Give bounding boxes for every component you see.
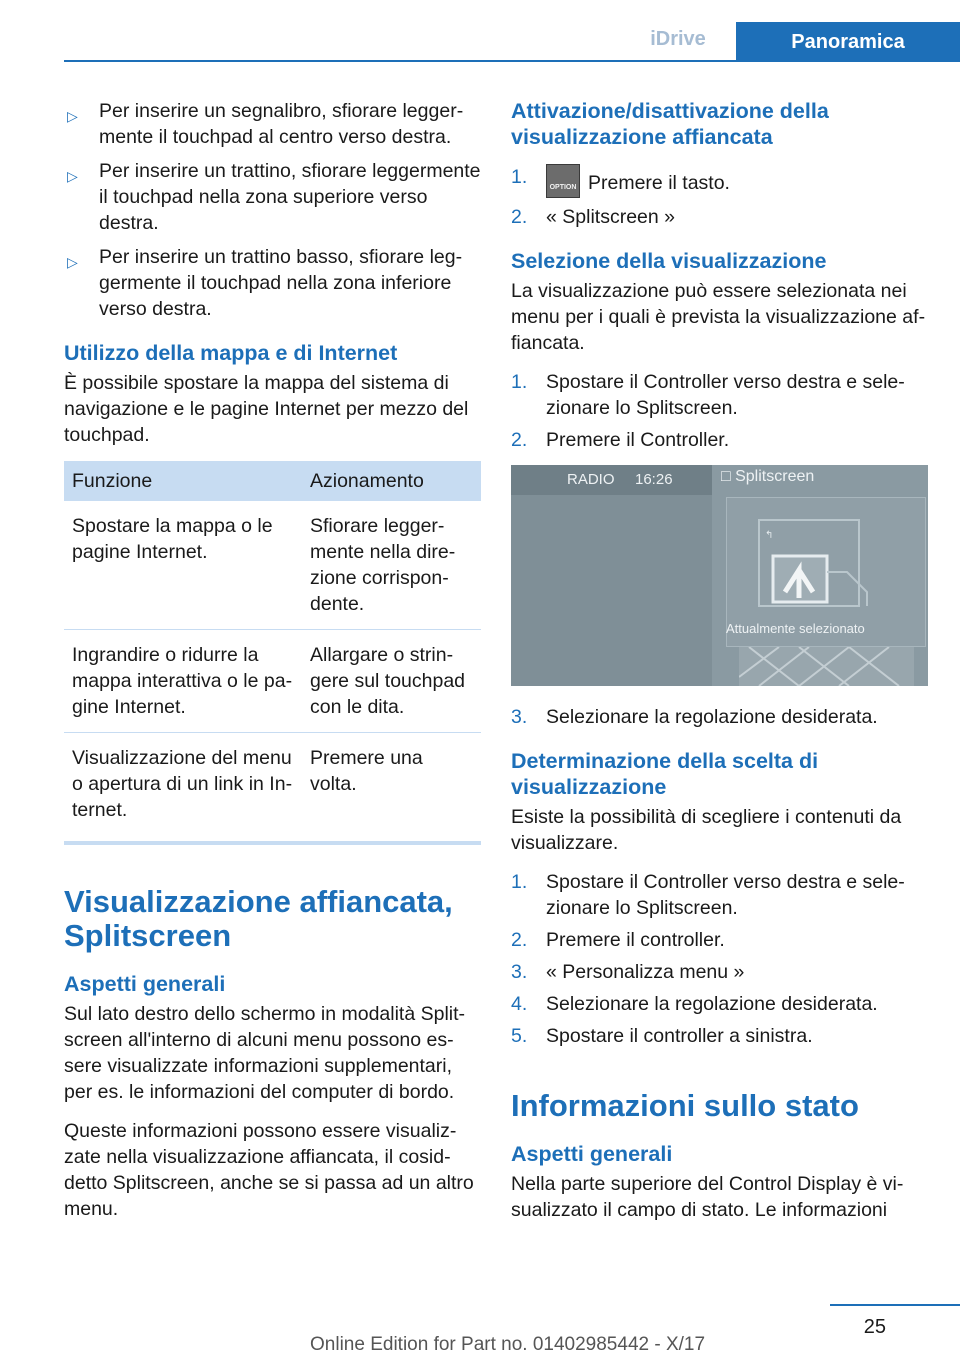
step-number: 2. [511,929,528,951]
general-paragraph: Queste informazioni possono essere visualizzate nella visualizzazione affiancata, il cosiddetto Splitscreen, anche se si passa ad un altro menu. [64,1120,474,1220]
splitscreen-heading: Visualizzazione affiancata, Splitscreen [64,884,453,953]
bullet-list [64,98,481,322]
triangle-bullet-icon: ▷ [67,168,78,184]
step-item [511,1023,928,1049]
general-paragraph: Sul lato destro dello schermo in modalità Splitscreen all'interno di alcuni menu possono essere visualizzate informazioni supplementari, per es. le informazioni del computer di bordo. [64,1003,466,1103]
step-item [511,959,928,985]
step-item [511,164,928,198]
triangle-bullet-icon: ▷ [67,108,78,124]
table-row [64,501,481,630]
bullet-item: ▷ Per inserire un segnalibro, sfiorare leggermente il touchpad al centro verso destra. [67,100,464,148]
display-splitscreen-title: □ Splitscreen [721,468,815,485]
step-text: « Splitscreen » [546,206,675,228]
function-table [64,461,481,845]
bullet-item: ▷ Per inserire un trattino basso, sfiorare leggermente il touchpad nella zona inferiore verso destra. [67,246,463,320]
status-heading: Informazioni sullo stato [511,1088,859,1123]
step-number: 3. [511,961,528,983]
triangle-bullet-icon: ▷ [67,254,78,270]
selection-text: La visualizzazione può essere selezionata nei menu per i quali è prevista la visualizzazione affiancata. [511,280,926,354]
display-left-pane [511,465,712,686]
table-cell: Ingrandire o ridurre la mappa interattiva o le pagine Internet. [64,630,302,733]
selection-steps-continued [511,704,928,730]
general-heading: Aspetti generali [64,972,226,996]
map-text: È possibile spostare la mappa del sistema di navigazione e le pagine Internet per mezzo del touchpad. [64,372,469,446]
step-text: Spostare il Controller verso destra e selezionare lo Splitscreen. [546,871,905,919]
step-text: Spostare il controller a sinistra. [546,1025,813,1047]
step-text: « Personalizza menu » [546,961,745,983]
map-pattern [739,647,914,686]
step-text: Premere il tasto. [588,172,730,194]
header-section-label: Panoramica [791,30,905,53]
table-header-cell: Azionamento [302,461,481,501]
step-number: 1. [511,166,528,188]
table-row [64,733,481,844]
step-item [511,869,928,921]
step-text: Selezionare la regolazione desiderata. [546,706,878,728]
splitscreen-display-image [511,465,928,686]
step-item [511,704,928,730]
left-column [64,98,481,1235]
status-text: Nella parte superiore del Control Display è visualizzato il campo di stato. Le informazioni [511,1173,904,1221]
table-cell: Premere una volta. [302,733,481,844]
header-chapter: iDrive [650,28,706,50]
choice-steps [511,869,928,1049]
table-header-row [64,461,481,501]
step-item [511,991,928,1017]
step-number: 2. [511,206,528,228]
table-cell: Spostare la mappa o le pagine Internet. [64,501,302,630]
map-heading: Utilizzo della mappa e di Internet [64,341,398,365]
footer-rule [830,1304,960,1306]
header-section-tab [736,22,960,62]
svg-text:↰: ↰ [765,530,774,541]
table-header-cell: Funzione [64,461,302,501]
choice-text: Esiste la possibilità di scegliere i contenuti da visualizzare. [511,806,902,854]
header-rule [64,60,960,62]
display-radio-label: RADIO [567,471,615,488]
step-number: 3. [511,706,528,728]
page-number: 25 [863,1316,886,1338]
table-cell: Allargare o stringere sul touchpad con le dita. [302,630,481,733]
step-item [511,204,928,230]
table-cell: Visualizzazione del menu o apertura di un link in Internet. [64,733,302,844]
table-row [64,630,481,733]
step-text: Selezionare la regolazione desiderata. [546,993,878,1015]
option-button-icon [546,164,580,198]
step-item [511,369,928,421]
display-caption: Attualmente selezionato [726,621,865,636]
display-map-strip [739,647,914,686]
option-button-label: OPTION [549,184,577,191]
step-item [511,927,928,953]
status-subheading: Aspetti generali [511,1142,673,1166]
step-number: 1. [511,871,528,893]
step-number: 1. [511,371,528,393]
step-number: 4. [511,993,528,1015]
step-text: Premere il controller. [546,929,725,951]
table-cell: Sfiorare leggermente nella direzione corrispondente. [302,501,481,630]
selection-steps [511,369,928,453]
selection-heading: Selezione della visualizzazione [511,249,827,273]
step-number: 5. [511,1025,528,1047]
step-text: Spostare il Controller verso destra e selezionare lo Splitscreen. [546,371,905,419]
step-item [511,427,928,453]
edition-note: Online Edition for Part no. 01402985442 - X/17 [310,1334,706,1355]
bullet-item: ▷ Per inserire un trattino, sfiorare leggermente il touchpad nella zona superiore verso destra. [67,160,481,234]
right-column [511,98,928,1236]
step-text: Premere il Controller. [546,429,730,451]
activation-heading: Attivazione/disattivazione della visualizzazione affiancata [511,99,829,149]
activation-steps [511,164,928,230]
step-number: 2. [511,429,528,451]
choice-heading: Determinazione della scelta di visualizzazione [511,749,819,799]
display-time: 16:26 [635,471,673,488]
